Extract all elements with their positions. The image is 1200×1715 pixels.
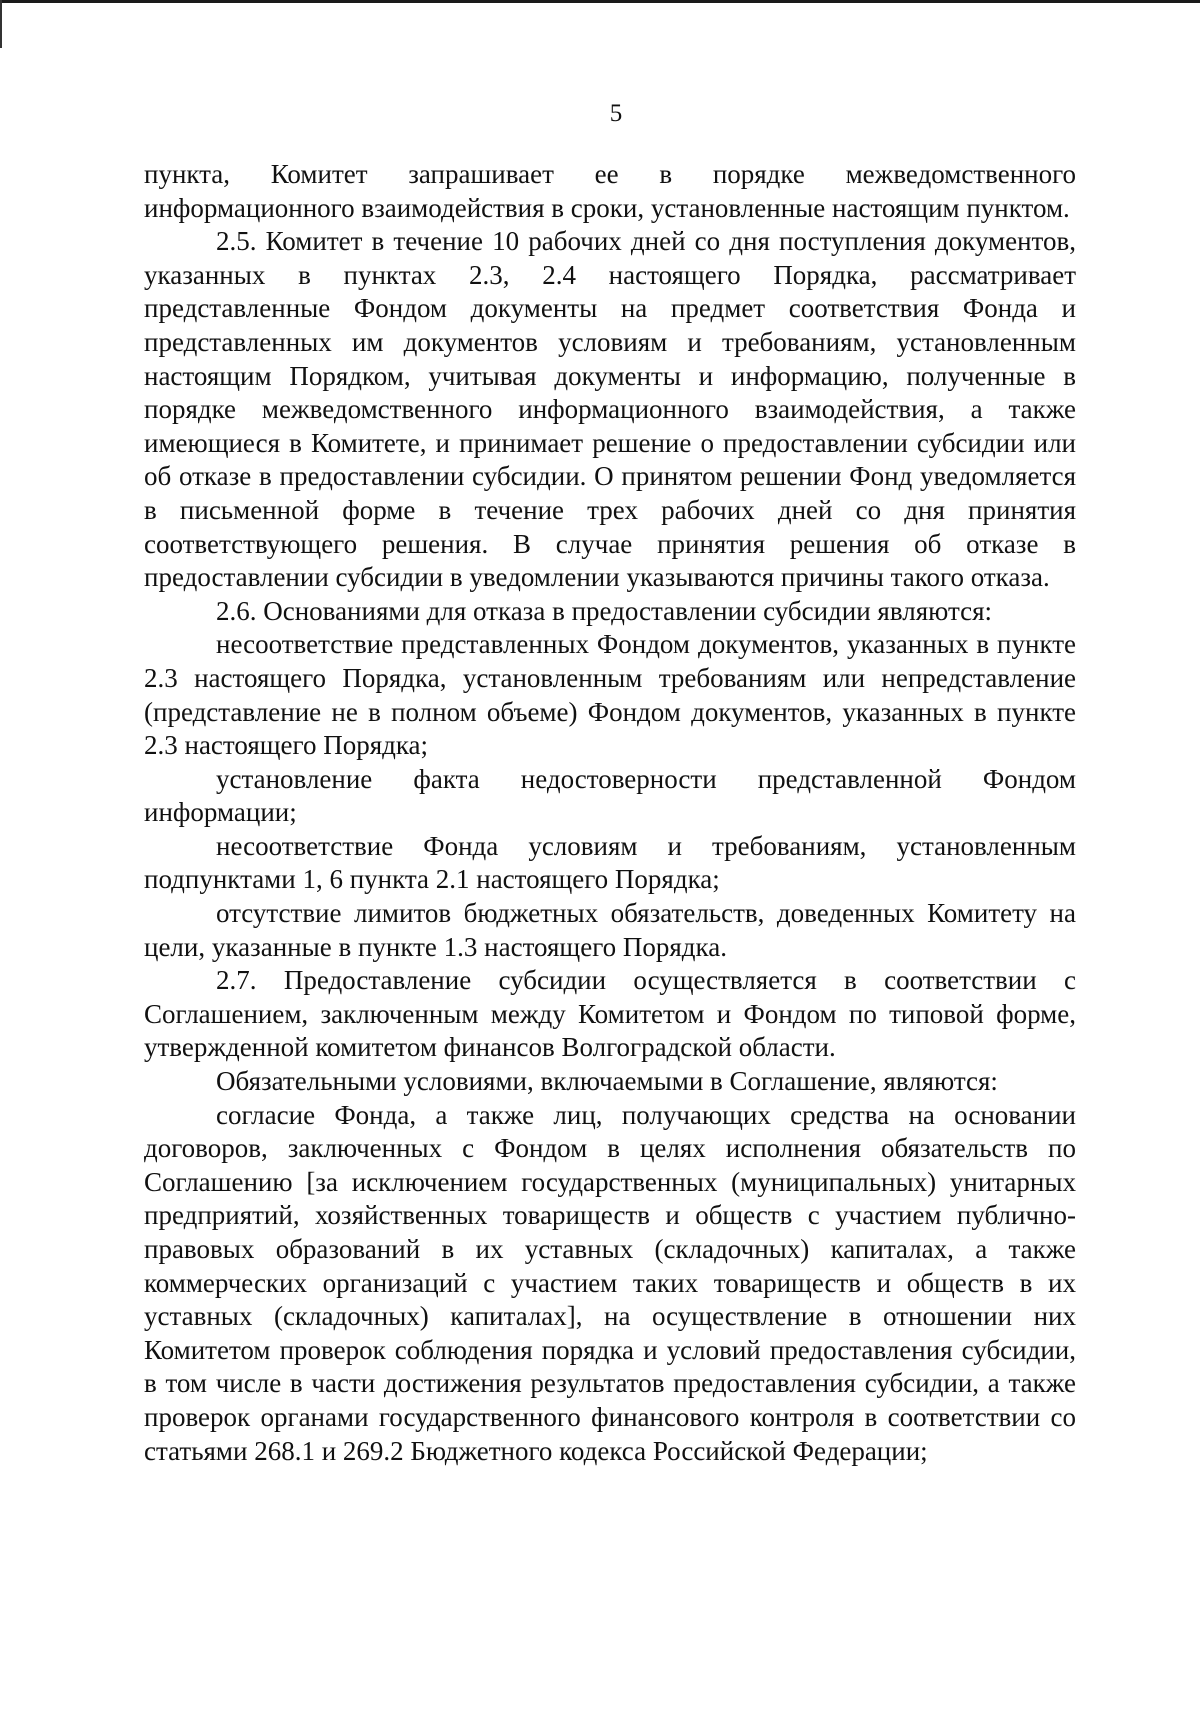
scan-edge-left xyxy=(0,0,2,48)
page-number: 5 xyxy=(609,100,623,127)
document-body xyxy=(144,158,1076,1468)
paragraph: Обязательными условиями, включаемыми в Соглашение, являются: xyxy=(216,1066,998,1097)
paragraph: несоответствие представленных Фондом документов, указанных в пункте 2.3 настоящего Порядка, установленным требованиям или непредставление (представление не в полном объеме) Фондом документов, указанных в пункте 2.3 настоящего Порядка; xyxy=(144,629,1076,761)
paragraph: пункта, Комитет запрашивает ее в порядке межведомственного информационного взаимодействия в сроки, установленные настоящим пунктом. xyxy=(144,159,1076,223)
paragraph: 2.7. Предоставление субсидии осуществляется в соответствии с Соглашением, заключенным между Комитетом и Фондом по типовой форме, утвержденной комитетом финансов Волгоградской области. xyxy=(144,965,1076,1063)
paragraph: 2.6. Основаниями для отказа в предоставлении субсидии являются: xyxy=(216,595,992,626)
paragraph: 2.5. Комитет в течение 10 рабочих дней со дня поступления документов, указанных в пунктах 2.3, 2.4 настоящего Порядка, рассматривает представленные Фондом документы на предмет соответствия Фонда и представленных им документов условиям и требованиям, установленным настоящим Порядком, учитывая документы и информацию, полученные в порядке межведомственного информационного взаимодействия, а также имеющиеся в Комитете, и принимает решение о предоставлении субсидии или об отказе в предоставлении субсидии. О принятом решении Фонд уведомляется в письменной форме в течение трех рабочих дней со дня принятия соответствующего решения. В случае принятия решения об отказе в предоставлении субсидии в уведомлении указываются причины такого отказа. xyxy=(144,226,1076,593)
paragraph: отсутствие лимитов бюджетных обязательств, доведенных Комитету на цели, указанные в пункте 1.3 настоящего Порядка. xyxy=(144,898,1076,962)
paragraph: установление факта недостоверности представленной Фондом информации; xyxy=(144,763,1076,828)
scan-edge-top xyxy=(0,0,1200,3)
paragraph: несоответствие Фонда условиям и требованиям, установленным подпунктами 1, 6 пункта 2.1 настоящего Порядка; xyxy=(144,830,1076,895)
paragraph: согласие Фонда, а также лиц, получающих средства на основании договоров, заключенных с Фондом в целях исполнения обязательств по Соглашению [за исключением государственных (муниципальных) унитарных предприятий, хозяйственных товариществ и обществ с участием публично-правовых образований в их уставных (складочных) капиталах, а также коммерческих организаций с участием таких товариществ и обществ в их уставных (складочных) капиталах], на осуществление в отношении них Комитетом проверок соблюдения порядка и условий предоставления субсидии, в том числе в части достижения результатов предоставления субсидии, а также проверок органами государственного финансового контроля в соответствии со статьями 268.1 и 269.2 Бюджетного кодекса Российской Федерации; xyxy=(144,1099,1076,1466)
